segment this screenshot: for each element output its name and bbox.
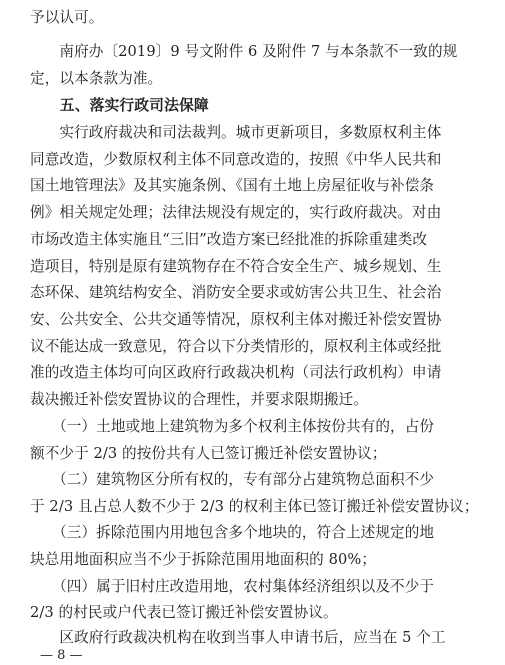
- text-line: 2/3 的村民或户代表已签订搬迁补偿安置协议。: [30, 604, 338, 621]
- text-line: 裁决搬迁补偿安置协议的合理性，并要求限期搬迁。: [30, 391, 368, 408]
- text-line: 市场改造主体实施且“三旧”改造方案已经批准的拆除重建类改: [30, 231, 428, 248]
- text-line: 议不能达成一致意见，符合以下分类情形的，原权利主体或经批: [30, 338, 442, 355]
- text-line: 态环保、建筑结构安全、消防安全要求或妨害公共卫生、社会治: [30, 284, 442, 301]
- text-line: 安、公共安全、公共交通等情况，原权利主体对搬迁补偿安置协: [30, 311, 442, 328]
- list-item-4: （四）属于旧村庄改造用地，农村集体经济组织以及不少于: [30, 578, 435, 595]
- text-line: 块总用地面积应当不少于拆除范围用地面积的 80%；: [30, 551, 377, 568]
- text-line: 于 2/3 且占总人数不少于 2/3 的权利主体已签订搬迁补偿安置协议；: [30, 498, 479, 515]
- text-line: 定，以本条款为准。: [30, 70, 163, 87]
- text-line: 南府办〔2019〕9 号文附件 6 及附件 7 与本条款不一致的规: [30, 43, 458, 60]
- list-item-2: （二）建筑物区分所有权的，专有部分占建筑物总面积不少: [30, 471, 435, 488]
- text-line: 实行政府裁决和司法裁判。城市更新项目，多数原权利主体: [30, 124, 442, 141]
- text-line: 同意改造，少数原权利主体不同意改造的，按照《中华人民共和: [30, 151, 442, 168]
- text-line: 额不少于 2/3 的按份共有人已签订搬迁补偿安置协议；: [30, 445, 387, 462]
- text-line: 例》相关规定处理；法律法规没有规定的，实行政府裁决。对由: [30, 204, 442, 221]
- text-line: 予以认可。: [30, 9, 104, 26]
- list-item-1: （一）土地或地上建筑物为多个权利主体按份共有的，占份: [30, 418, 435, 435]
- list-item-3: （三）拆除范围内用地包含多个地块的，符合上述规定的地: [30, 524, 435, 541]
- page-number: — 8 —: [40, 648, 83, 663]
- text-line: 造项目，特别是原有建筑物存在不符合安全生产、城乡规划、生: [30, 258, 442, 275]
- section-heading: 五、落实行政司法保障: [30, 97, 209, 114]
- text-line: 区政府行政裁决机构在收到当事人申请书后，应当在 5 个工: [30, 629, 446, 646]
- text-line: 准的改造主体均可向区政府行政裁决机构（司法行政机构）申请: [30, 364, 442, 381]
- text-line: 国土地管理法》及其实施条例、《国有土地上房屋征收与补偿条: [30, 177, 435, 194]
